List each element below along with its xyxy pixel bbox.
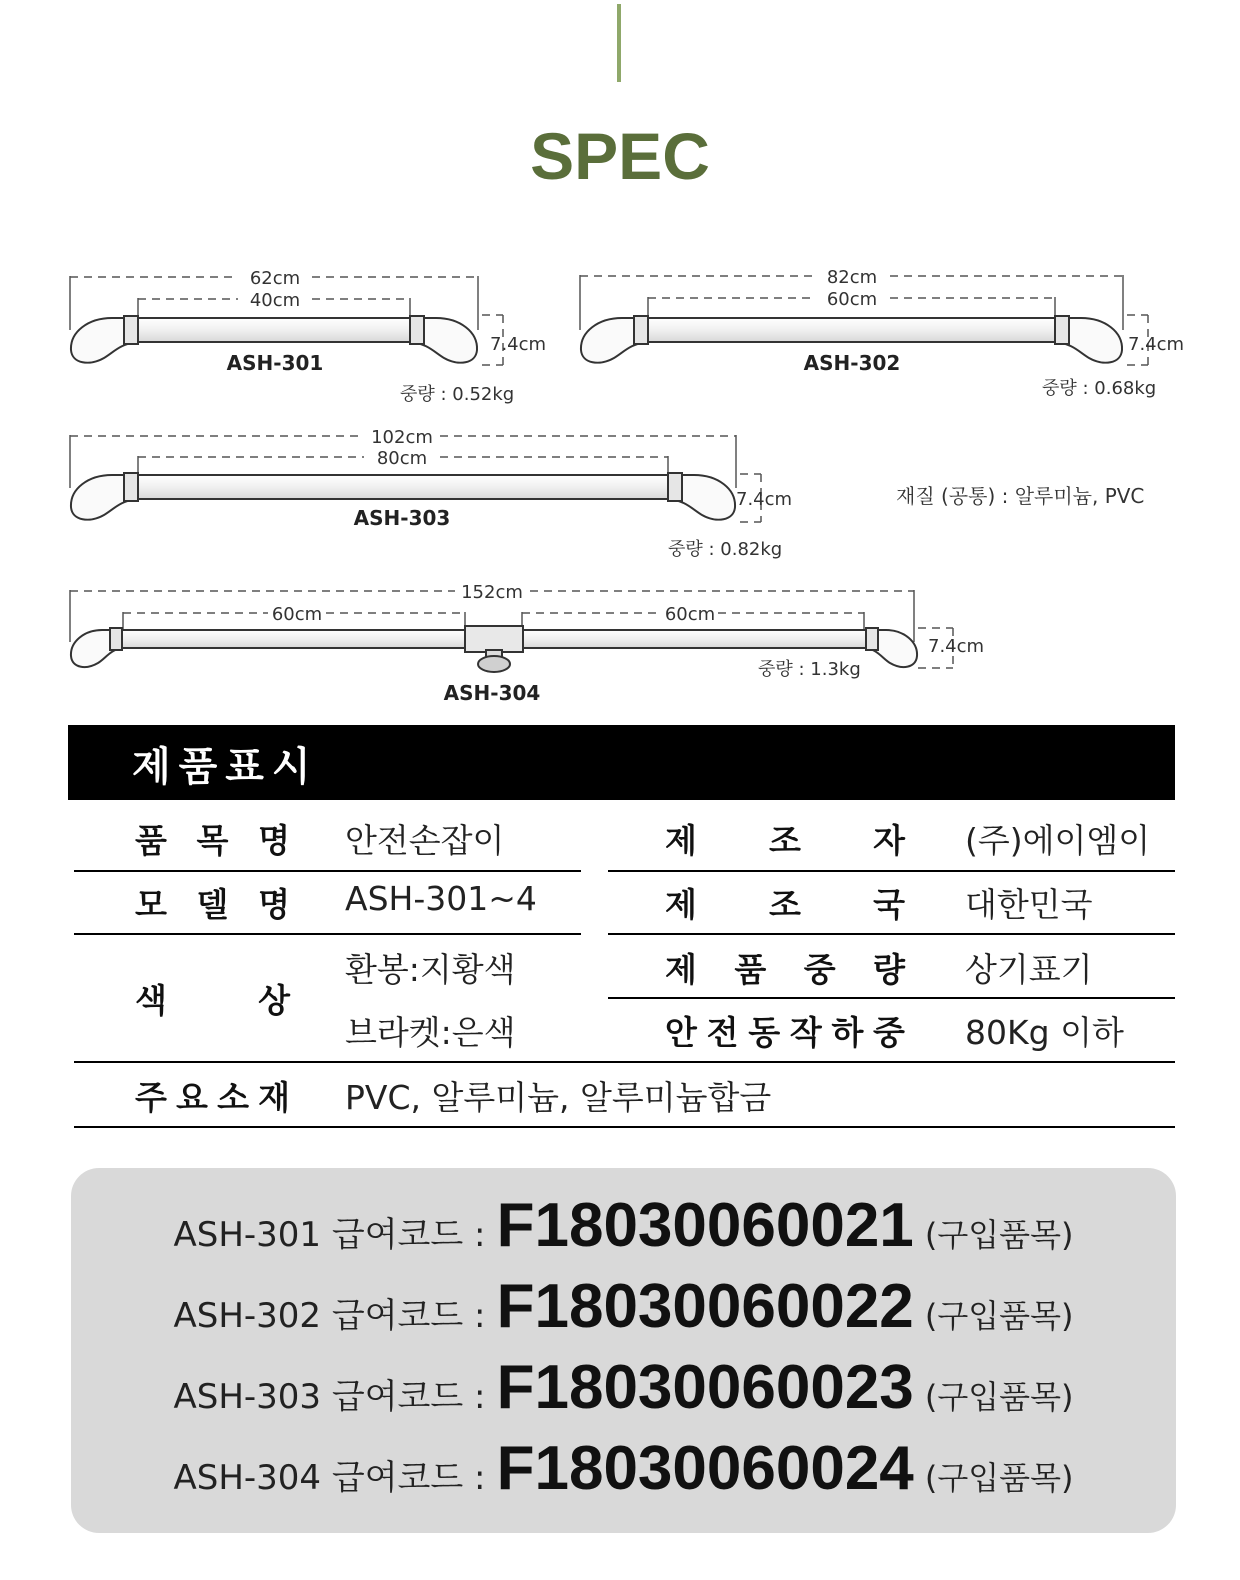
table-divider [74,1061,1175,1063]
inner-left-label: 60cm [271,604,323,625]
label-char: 중 [803,950,836,989]
model-name-label [135,879,290,926]
label-char: 제 [665,885,697,924]
label-char: 소 [217,1078,249,1117]
weight-label: 중량 : 1.3kg [758,659,861,680]
model-label: ASH-303 [353,506,451,530]
benefit-code-label: ASH-304 급여코드 : [173,1458,486,1498]
benefit-code-number: F18030060023 [496,1353,914,1422]
diagram-ash-301 [70,268,546,405]
inner-right-label: 60cm [664,604,716,625]
height-label: 7.4cm [1128,334,1185,355]
label-char: 동 [748,1013,781,1052]
weight-label: 중량 : 0.68kg [1042,378,1157,399]
benefit-code-label: ASH-302 급여코드 : [173,1296,486,1336]
benefit-code-number: F18030060021 [496,1191,914,1260]
color-value-bar: 환봉:지황색 [345,950,516,989]
total-length-label: 102cm [371,427,433,448]
table-divider [74,933,581,935]
benefit-codes-box [71,1168,1176,1533]
inner-length-label: 60cm [826,289,878,310]
total-length-label: 152cm [461,582,523,603]
main-material-value: PVC, 알루미늄, 알루미늄합금 [345,1078,772,1117]
model-name-value: ASH-301~4 [345,879,537,918]
benefit-code-number: F18030060022 [496,1272,914,1341]
label-char: 명 [258,885,290,924]
product-table-header [68,725,1175,800]
label-char: 국 [873,885,905,924]
benefit-code-label: ASH-303 급여코드 : [173,1377,486,1417]
benefit-code-note: (구입품목) [924,1378,1074,1416]
benefit-code-row-ash-304 [71,1433,1176,1504]
weight-label: 중량 : 0.52kg [400,384,515,405]
label-char: 제 [665,821,697,860]
diagram-ash-302 [580,267,1184,399]
label-char: 목 [196,821,229,860]
label-char: 중 [873,1013,905,1052]
color-value-bracket: 브라켓:은색 [345,1013,516,1052]
label-char: 조 [769,821,801,860]
height-label: 7.4cm [928,636,985,657]
table-divider [608,870,1175,872]
benefit-code-row-ash-303 [71,1352,1176,1423]
label-char: 색 [135,981,167,1020]
label-char: 품 [135,821,167,860]
main-material-label [135,1072,290,1119]
label-char: 제 [665,950,697,989]
label-char: 조 [769,885,801,924]
item-name-value: 안전손잡이 [345,821,505,860]
inner-length-label: 40cm [249,290,301,311]
manufacturer-label [665,815,905,862]
benefit-code-note: (구입품목) [924,1459,1074,1497]
safe-load-label [665,1007,905,1054]
label-char: 모 [135,885,167,924]
benefit-code-label: ASH-301 급여코드 : [173,1215,486,1255]
page-title: SPEC [530,119,710,193]
benefit-code-note: (구입품목) [924,1297,1074,1335]
product-table-title: 제품표시 [132,744,319,790]
label-char: 전 [706,1013,739,1052]
country-label [665,879,905,926]
benefit-code-row-ash-302 [71,1271,1176,1342]
label-char: 량 [873,950,905,989]
label-char: 작 [789,1013,822,1052]
country-value: 대한민국 [965,885,1093,924]
color-label [135,975,290,1022]
weight-label: 중량 : 0.82kg [668,539,783,560]
label-char: 자 [873,821,905,860]
model-label: ASH-304 [443,681,541,705]
benefit-code-number: F18030060024 [496,1434,914,1503]
table-divider [74,870,581,872]
model-label: ASH-302 [803,351,901,375]
diagram-ash-303 [70,427,792,560]
label-char: 재 [258,1078,290,1117]
label-char: 하 [831,1013,864,1052]
manufacturer-value: (주)에이엠이 [965,821,1151,860]
table-divider [608,933,1175,935]
material-note: 재질 (공통) : 알루미늄, PVC [896,484,1145,508]
total-length-label: 82cm [826,267,878,288]
label-char: 품 [734,950,767,989]
label-char: 델 [196,885,229,924]
inner-length-label: 80cm [376,448,428,469]
height-label: 7.4cm [736,489,793,510]
item-name-label [135,815,290,862]
label-char: 상 [258,981,290,1020]
product-weight-value: 상기표기 [965,950,1093,989]
total-length-label: 62cm [249,268,301,289]
safe-load-value: 80Kg 이하 [965,1013,1124,1052]
spec-diagrams [0,0,1240,720]
height-label: 7.4cm [490,334,547,355]
label-char: 요 [176,1078,208,1117]
benefit-code-note: (구입품목) [924,1216,1074,1254]
product-weight-label [665,944,905,991]
label-char: 주 [135,1078,167,1117]
model-label: ASH-301 [226,351,324,375]
label-char: 안 [665,1013,697,1052]
label-char: 명 [258,821,290,860]
table-divider [608,997,1175,999]
benefit-code-row-ash-301 [71,1190,1176,1261]
diagram-ash-304 [70,582,984,705]
table-divider [74,1126,1175,1128]
